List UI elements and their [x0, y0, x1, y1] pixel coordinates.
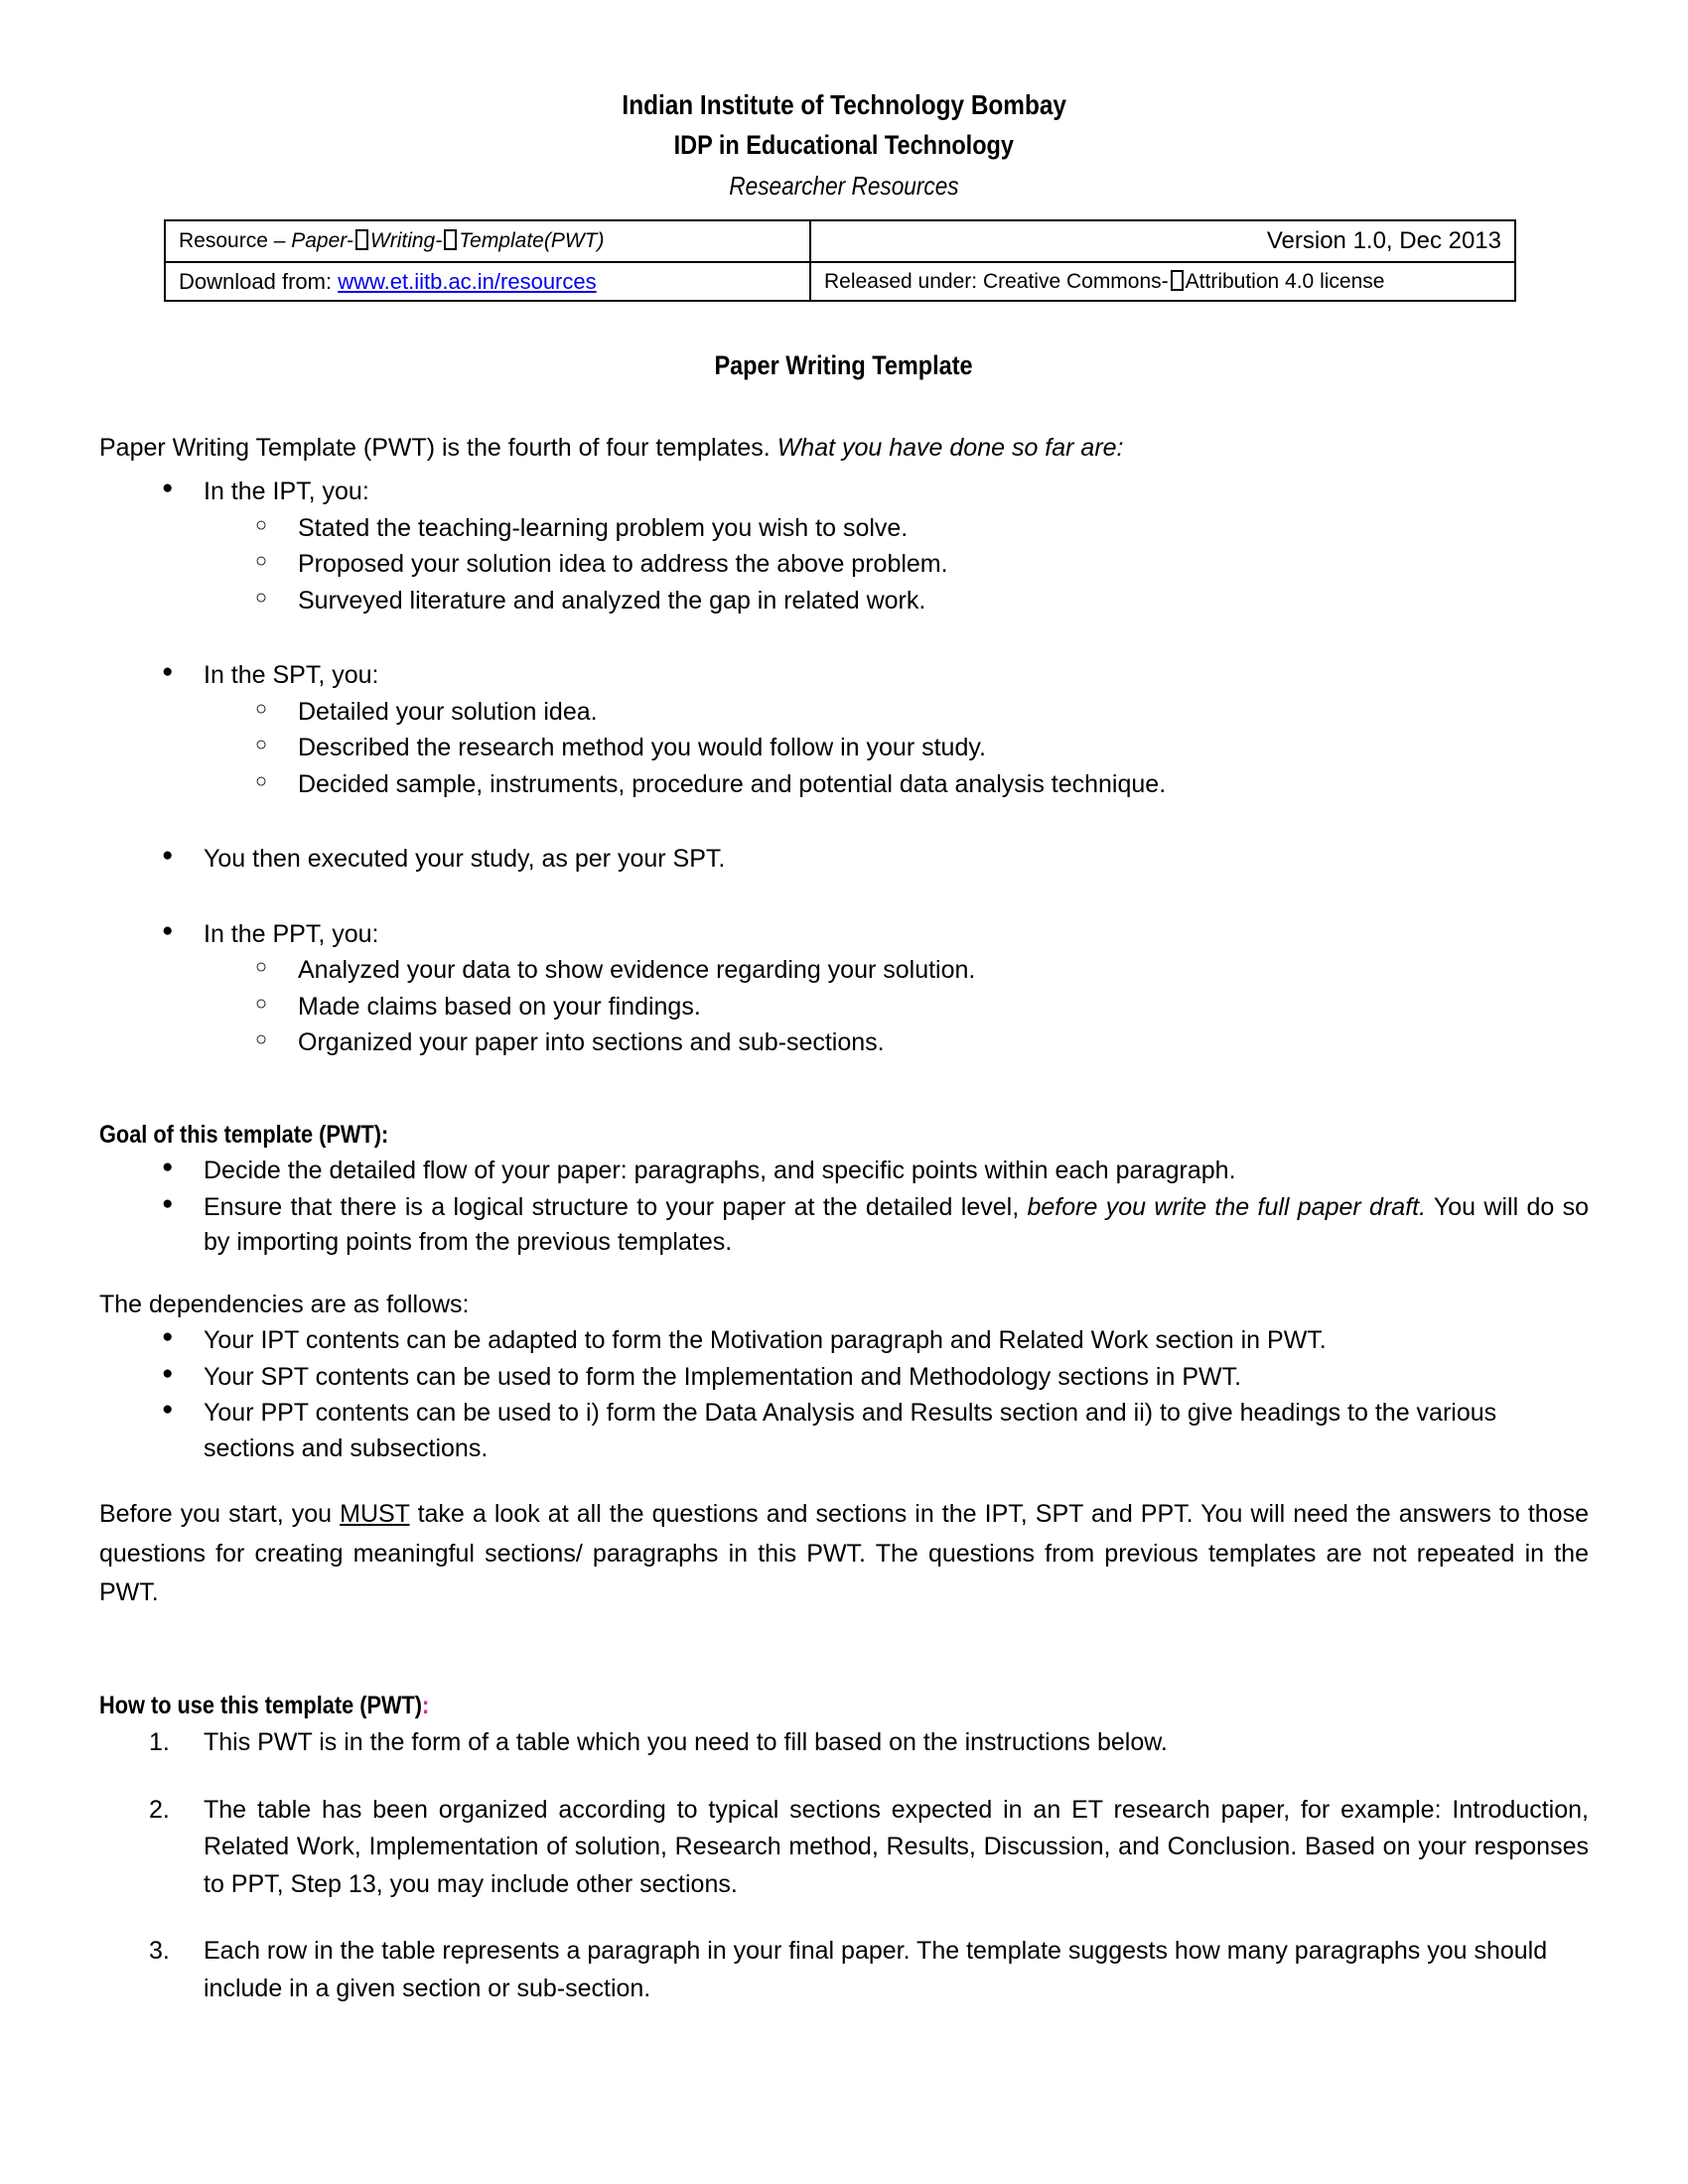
paragraph: [99, 431, 1589, 467]
bullet-item: [99, 475, 1589, 510]
bullet-item: [99, 1360, 1589, 1396]
missing-glyph-icon: [355, 229, 368, 250]
text-run: Detailed your solution idea.: [298, 697, 598, 726]
spacer: [99, 1262, 1589, 1288]
list-item-text: [298, 1025, 1589, 1061]
bullet-item: [99, 917, 1589, 953]
list-item-text: [204, 658, 1589, 694]
bullet-filled-icon: ●: [162, 1399, 174, 1421]
text-run: Resource –: [179, 229, 292, 253]
resource-link[interactable]: www.et.iitb.ac.in/resources: [338, 269, 597, 295]
text-run: Before you start, you: [99, 1500, 341, 1529]
institute-name-text: Indian Institute of Technology Bombay: [622, 89, 1066, 120]
text-run: Released under: Creative Commons-: [824, 269, 1169, 293]
item-number: 3.: [149, 1937, 170, 1966]
text-run: Writing-: [369, 229, 443, 253]
bullet-hollow-icon: ○: [255, 697, 268, 720]
institute-name: [99, 84, 1589, 125]
text-run: How to use this template (PWT): [99, 1691, 423, 1719]
numbered-item: [99, 1724, 1589, 1762]
text-run: Organized your paper into sections and sub-sections.: [298, 1028, 885, 1057]
paragraph: [99, 1495, 1589, 1613]
header-subtitle: [99, 166, 1589, 206]
sub-bullet-item: [99, 511, 1589, 547]
resource-name-cell: [165, 220, 810, 262]
spacer: [99, 1904, 1589, 1932]
list-item-text: [204, 1154, 1589, 1189]
license-cell: [810, 262, 1515, 301]
text-run: In the PPT, you:: [204, 919, 379, 948]
list-item-text: [204, 475, 1589, 510]
text-run: Ensure that there is a logical structure to your paper at the detailed level,: [204, 1192, 1028, 1221]
bullet-hollow-icon: ○: [255, 513, 268, 536]
department-name-text: IDP in Educational Technology: [673, 130, 1015, 160]
sub-bullet-item: [99, 1025, 1589, 1061]
list-item-text: [298, 511, 1589, 547]
sub-bullet-item: [99, 695, 1589, 731]
page-title-text: Paper Writing Template: [714, 350, 974, 381]
text-run: Attribution 4.0 license: [1185, 269, 1385, 293]
text-run: MUST: [340, 1500, 410, 1529]
text-run: Paper Writing Template (PWT) is the fourth of four templates.: [99, 433, 777, 462]
list-item-text: [204, 1360, 1589, 1396]
list-item-text: [298, 584, 1589, 619]
table-row: [165, 262, 1515, 301]
header-subtitle-text: Researcher Resources: [729, 171, 959, 201]
sub-bullet-item: [99, 584, 1589, 619]
bullet-filled-icon: ●: [162, 1326, 174, 1348]
spacer: [99, 466, 1589, 474]
bullet-hollow-icon: ○: [255, 586, 268, 609]
spacer: [99, 619, 1589, 657]
bullet-hollow-icon: ○: [255, 734, 268, 756]
bullet-filled-icon: ●: [162, 1362, 174, 1384]
list-item-text: [204, 1190, 1589, 1261]
missing-glyph-icon: [1171, 270, 1184, 291]
list-item-text: [298, 767, 1589, 803]
section-heading: [99, 1689, 1589, 1724]
bullet-hollow-icon: ○: [255, 550, 268, 573]
spacer: [99, 1763, 1589, 1791]
bullet-hollow-icon: ○: [255, 1028, 268, 1051]
text-run: Stated the teaching-learning problem you wish to solve.: [298, 513, 909, 542]
bullet-item: [99, 842, 1589, 878]
section-heading-text: [99, 1689, 429, 1724]
text-run: :: [422, 1691, 430, 1719]
text-run: Version 1.0, Dec 2013: [1266, 227, 1501, 254]
bullet-hollow-icon: ○: [255, 992, 268, 1015]
text-run: Each row in the table represents a paragraph in your final paper. The template suggests how many paragraphs you should include in a given section or sub-section.: [204, 1937, 1548, 2002]
bullet-item: [99, 1323, 1589, 1359]
text-run: Decided sample, instruments, procedure and potential data analysis technique.: [298, 769, 1167, 798]
department-name: [99, 125, 1589, 166]
numbered-item: [99, 1933, 1589, 2007]
table-row: [165, 220, 1515, 262]
missing-glyph-icon: [444, 229, 457, 250]
list-item-text: [204, 1933, 1589, 2007]
text-run: Your IPT contents can be adapted to form the Motivation paragraph and Related Work section in PWT.: [204, 1326, 1327, 1355]
text-run: The dependencies are as follows:: [99, 1290, 470, 1318]
text-run: You will do so by importing points from the previous templates.: [204, 1192, 1589, 1257]
text-run: What you have done so far are:: [776, 433, 1124, 462]
bullet-filled-icon: ●: [162, 478, 174, 499]
sub-bullet-item: [99, 953, 1589, 989]
sub-bullet-item: [99, 990, 1589, 1025]
text-run: Paper-: [291, 229, 353, 253]
text-run: take a look at all the questions and sections in the IPT, SPT and PPT. You will need the answers to those questions for creating meaningful sections/ paragraphs in this PWT. The questions from previous templates are not repeated in the PWT.: [99, 1500, 1589, 1607]
text-run: Download from:: [179, 269, 339, 295]
text-run: Goal of this template (PWT):: [99, 1120, 389, 1149]
bullet-filled-icon: ●: [162, 1157, 174, 1178]
text-run: Your SPT contents can be used to form the Implementation and Methodology sections in PWT.: [204, 1362, 1242, 1391]
text-run: Template(PWT): [459, 229, 605, 253]
spacer: [99, 1613, 1589, 1689]
list-item-text: [298, 953, 1589, 989]
bullet-filled-icon: ●: [162, 661, 174, 683]
bullet-filled-icon: ●: [162, 1192, 174, 1214]
bullet-item: [99, 1154, 1589, 1189]
section-heading: [99, 1118, 1589, 1154]
doc-body: [99, 431, 1589, 2008]
numbered-item: [99, 1792, 1589, 1904]
bullet-item: [99, 1396, 1589, 1466]
text-run: before you write the full paper draft.: [1027, 1192, 1427, 1221]
list-item-text: [298, 547, 1589, 583]
list-item-text: [298, 695, 1589, 731]
text-run: Described the research method you would follow in your study.: [298, 734, 986, 762]
text-run: Analyzed your data to show evidence regarding your solution.: [298, 956, 976, 985]
text-run: Your PPT contents can be used to i) form the Data Analysis and Results section and ii) to give headings to the various sections and subsections.: [204, 1399, 1497, 1462]
bullet-item: [99, 658, 1589, 694]
list-item-text: [204, 1724, 1589, 1762]
bullet-item: [99, 1190, 1589, 1261]
text-run: Proposed your solution idea to address the above problem.: [298, 550, 948, 579]
text-run: You then executed your study, as per your SPT.: [204, 845, 726, 874]
bullet-hollow-icon: ○: [255, 956, 268, 979]
page-title: [99, 346, 1589, 384]
document-header: [99, 84, 1589, 206]
spacer: [99, 1062, 1589, 1118]
list-item-text: [204, 1396, 1589, 1466]
bullet-filled-icon: ●: [162, 845, 174, 867]
text-run: Made claims based on your findings.: [298, 992, 701, 1021]
list-item-text: [204, 842, 1589, 878]
resource-info-table: [164, 219, 1516, 302]
text-run: Surveyed literature and analyzed the gap in related work.: [298, 586, 926, 614]
text-run: Decide the detailed flow of your paper: paragraphs, and specific points within each paragraph.: [204, 1157, 1236, 1185]
bullet-filled-icon: ●: [162, 919, 174, 941]
text-run: In the SPT, you:: [204, 661, 379, 690]
list-item-text: [298, 731, 1589, 766]
sub-bullet-item: [99, 731, 1589, 766]
text-run: This PWT is in the form of a table which you need to fill based on the instructions below.: [204, 1728, 1168, 1757]
version-cell: [810, 220, 1515, 262]
list-item-text: [204, 1792, 1589, 1904]
list-item-text: [204, 1323, 1589, 1359]
sub-bullet-item: [99, 547, 1589, 583]
text-run: The table has been organized according to typical sections expected in an ET research paper, for example: Introduction, Related Work, Implementation of solution, Research method, Results, Discussion, and Conclusion. Based on your responses to PPT, Step 13, you may include other sections.: [204, 1795, 1589, 1898]
bullet-hollow-icon: ○: [255, 769, 268, 792]
item-number: 1.: [149, 1728, 170, 1757]
spacer: [99, 1467, 1589, 1495]
download-cell: [165, 262, 810, 301]
sub-bullet-item: [99, 767, 1589, 803]
text-run: In the IPT, you:: [204, 478, 369, 506]
list-item-text: [298, 990, 1589, 1025]
list-item-text: [204, 917, 1589, 953]
paragraph: [99, 1288, 1589, 1323]
spacer: [99, 803, 1589, 841]
item-number: 2.: [149, 1795, 170, 1824]
spacer: [99, 879, 1589, 916]
section-heading-text: [99, 1118, 388, 1154]
